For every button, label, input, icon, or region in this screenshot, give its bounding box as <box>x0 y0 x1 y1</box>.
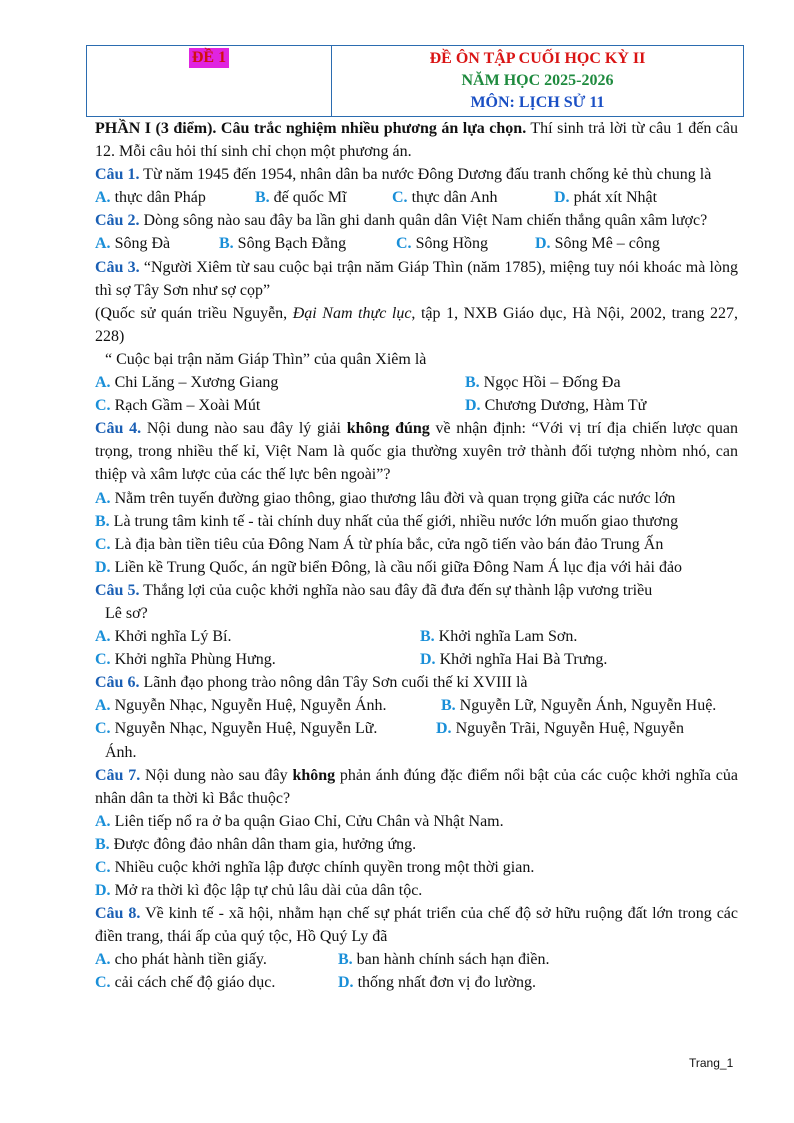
subject: MÔN: LỊCH SỬ 11 <box>470 94 605 111</box>
option-c[interactable]: C. Sông Hồng <box>396 235 489 253</box>
question-3-prompt: “ Cuộc bại trận năm Giáp Thìn” của quân Xiêm là <box>105 350 427 368</box>
option-a[interactable]: A. Chi Lăng – Xương Giang <box>95 374 279 392</box>
option-b[interactable]: B. Khởi nghĩa Lam Sơn. <box>420 628 578 646</box>
option-b[interactable]: B. Được đông đảo nhân dân tham gia, hưởng ứng. <box>95 835 417 853</box>
option-d[interactable]: D. phát xít Nhật <box>554 189 658 207</box>
option-c[interactable]: C. thực dân Anh <box>392 189 498 207</box>
option-d[interactable]: D. Mở ra thời kì độc lập tự chủ lâu dài của dân tộc. <box>95 882 423 900</box>
option-a[interactable]: A. Nguyễn Nhạc, Nguyễn Huệ, Nguyễn Ánh. <box>95 697 387 715</box>
question-5-options-row-2 <box>95 648 738 671</box>
question-1 <box>95 163 738 186</box>
option-d[interactable]: D. Khởi nghĩa Hai Bà Trưng. <box>420 651 608 669</box>
option-b[interactable]: B. ban hành chính sách hạn điền. <box>338 951 550 969</box>
option-d[interactable]: D. Nguyễn Trãi, Nguyễn Huệ, Nguyễn <box>436 720 684 738</box>
option-b[interactable]: B. Là trung tâm kinh tế - tài chính duy nhất của thế giới, nhiều nước lớn muốn giao thương <box>95 512 679 530</box>
option-d[interactable]: D. Liền kề Trung Quốc, án ngữ biển Đông, là cầu nối giữa Đông Nam Á lục địa với hải đảo <box>95 558 683 576</box>
question-1-options <box>95 186 738 209</box>
question-3 <box>95 256 738 302</box>
question-2 <box>95 209 738 232</box>
question-3-options-row-1 <box>95 371 738 394</box>
question-text: “Người Xiêm từ sau cuộc bại trận năm Giáp Thìn (năm 1785), miệng tuy nói khoác mà lòng thì sợ Tây Sơn như sợ cọp” <box>95 258 738 299</box>
question-label: Câu 6. <box>95 674 140 692</box>
option-a[interactable]: A. Liên tiếp nổ ra ở ba quận Giao Chỉ, Cửu Chân và Nhật Nam. <box>95 812 504 830</box>
exam-title: ĐỀ ÔN TẬP CUỐI HỌC KỲ II <box>429 50 646 67</box>
question-label: Câu 7. <box>95 766 141 784</box>
question-6-options-row-1 <box>95 694 738 717</box>
question-6-option-d-wrap: Ánh. <box>105 743 137 761</box>
option-b[interactable]: B. Ngọc Hồi – Đống Đa <box>465 374 621 392</box>
option-b[interactable]: B. Nguyễn Lữ, Nguyễn Ánh, Nguyễn Huệ. <box>441 697 717 715</box>
part1-instruction: Thí sinh trả lời từ câu 1 đến câu 12. Mỗi câu hỏi thí sinh chỉ chọn một phương án. <box>95 120 739 161</box>
option-c[interactable]: C. Nhiều cuộc khởi nghĩa lập được chính quyền trong một thời gian. <box>95 859 535 876</box>
exam-code: ĐỀ 1 <box>189 48 229 68</box>
exam-title-cell <box>332 46 743 116</box>
option-d[interactable]: D. Chương Dương, Hàm Tử <box>465 397 647 415</box>
option-c[interactable]: C. Khởi nghĩa Phùng Hưng. <box>95 651 276 669</box>
exam-code-cell <box>87 46 332 116</box>
question-label: Câu 1. <box>95 166 140 184</box>
question-5-text-cont: Lê sơ? <box>105 604 148 622</box>
question-8: Câu 8. Về kinh tế - xã hội, nhằm hạn chế sự phát triển của chế độ sở hữu ruộng đất lớn trong các điền trang, thái ấp của quý tộc, Hồ Quý Ly đã <box>95 905 739 946</box>
question-4: Câu 4. Nội dung nào sau đây lý giải không đúng về nhận định: “Với vị trí địa chiến lược quan trọng, trong nhiều thế kỉ, Việt Nam là quốc gia thường xuyên trở thành đối tượng nhòm nhó, can thiệp và xâm lược của các thế lực bên ngoài”? <box>95 420 739 484</box>
option-a[interactable]: A. Sông Đà <box>95 235 171 253</box>
school-year: NĂM HỌC 2025-2026 <box>461 72 614 89</box>
option-c[interactable]: C. Nguyễn Nhạc, Nguyễn Huệ, Nguyễn Lữ. <box>95 720 378 738</box>
header-table <box>86 45 744 117</box>
page-number: Trang_1 <box>689 1056 734 1070</box>
option-a[interactable]: A. cho phát hành tiền giấy. <box>95 951 267 969</box>
option-c[interactable]: C. Là địa bàn tiền tiêu của Đông Nam Á từ phía bắc, cửa ngõ tiến vào bán đảo Trung Ấn <box>95 535 664 553</box>
option-d[interactable]: D. thống nhất đơn vị đo lường. <box>338 974 537 992</box>
question-2-options <box>95 232 738 255</box>
question-5: Câu 5. Thắng lợi của cuộc khởi nghĩa nào sau đây đã đưa đến sự thành lập vương triều <box>95 581 653 599</box>
option-c[interactable]: C. Rạch Gầm – Xoài Mút <box>95 397 261 415</box>
option-c[interactable]: C. cải cách chế độ giáo dục. <box>95 974 276 992</box>
part1-heading <box>95 117 738 163</box>
option-a[interactable]: A. Nằm trên tuyến đường giao thông, giao thương lâu đời và quan trọng giữa các nước lớn <box>95 489 676 507</box>
option-a[interactable]: A. Khởi nghĩa Lý Bí. <box>95 628 232 646</box>
question-text: Từ năm 1945 đến 1954, nhân dân ba nước Đông Dương đấu tranh chống kẻ thù chung là <box>139 166 712 184</box>
question-label: Câu 5. <box>95 581 140 599</box>
question-label: Câu 2. <box>95 212 140 230</box>
question-8-options-row-2 <box>95 971 738 994</box>
part1-title: PHẦN I (3 điểm). Câu trắc nghiệm nhiều phương án lựa chọn. <box>95 120 527 137</box>
exam-content <box>95 117 738 995</box>
question-6: Câu 6. Lãnh đạo phong trào nông dân Tây Sơn cuối thế kỉ XVIII là <box>95 674 528 692</box>
option-a[interactable]: A. thực dân Pháp <box>95 189 206 207</box>
option-d[interactable]: D. Sông Mê – công <box>535 235 660 253</box>
option-b[interactable]: B. Sông Bạch Đằng <box>219 235 347 253</box>
question-text: Dòng sông nào sau đây ba lần ghi danh quân dân Việt Nam chiến thắng quân xâm lược? <box>139 212 708 230</box>
question-5-options-row-1 <box>95 625 738 648</box>
question-label: Câu 4. <box>95 420 142 438</box>
option-b[interactable]: B. đế quốc Mĩ <box>255 189 347 207</box>
question-3-options-row-2 <box>95 394 738 417</box>
question-label: Câu 3. <box>95 258 140 276</box>
question-7: Câu 7. Nội dung nào sau đây không phản ánh đúng đặc điểm nổi bật của các cuộc khởi nghĩa của nhân dân ta thời kì Bắc thuộc? <box>95 766 739 807</box>
question-label: Câu 8. <box>95 905 141 923</box>
source-title: Đại Nam thực lục <box>292 304 412 322</box>
question-3-source: (Quốc sử quán triều Nguyễn, Đại Nam thực lục, tập 1, NXB Giáo dục, Hà Nội, 2002, trang 227, 228) <box>95 304 738 345</box>
question-8-options-row-1 <box>95 948 738 971</box>
question-6-options-row-2 <box>95 717 738 740</box>
